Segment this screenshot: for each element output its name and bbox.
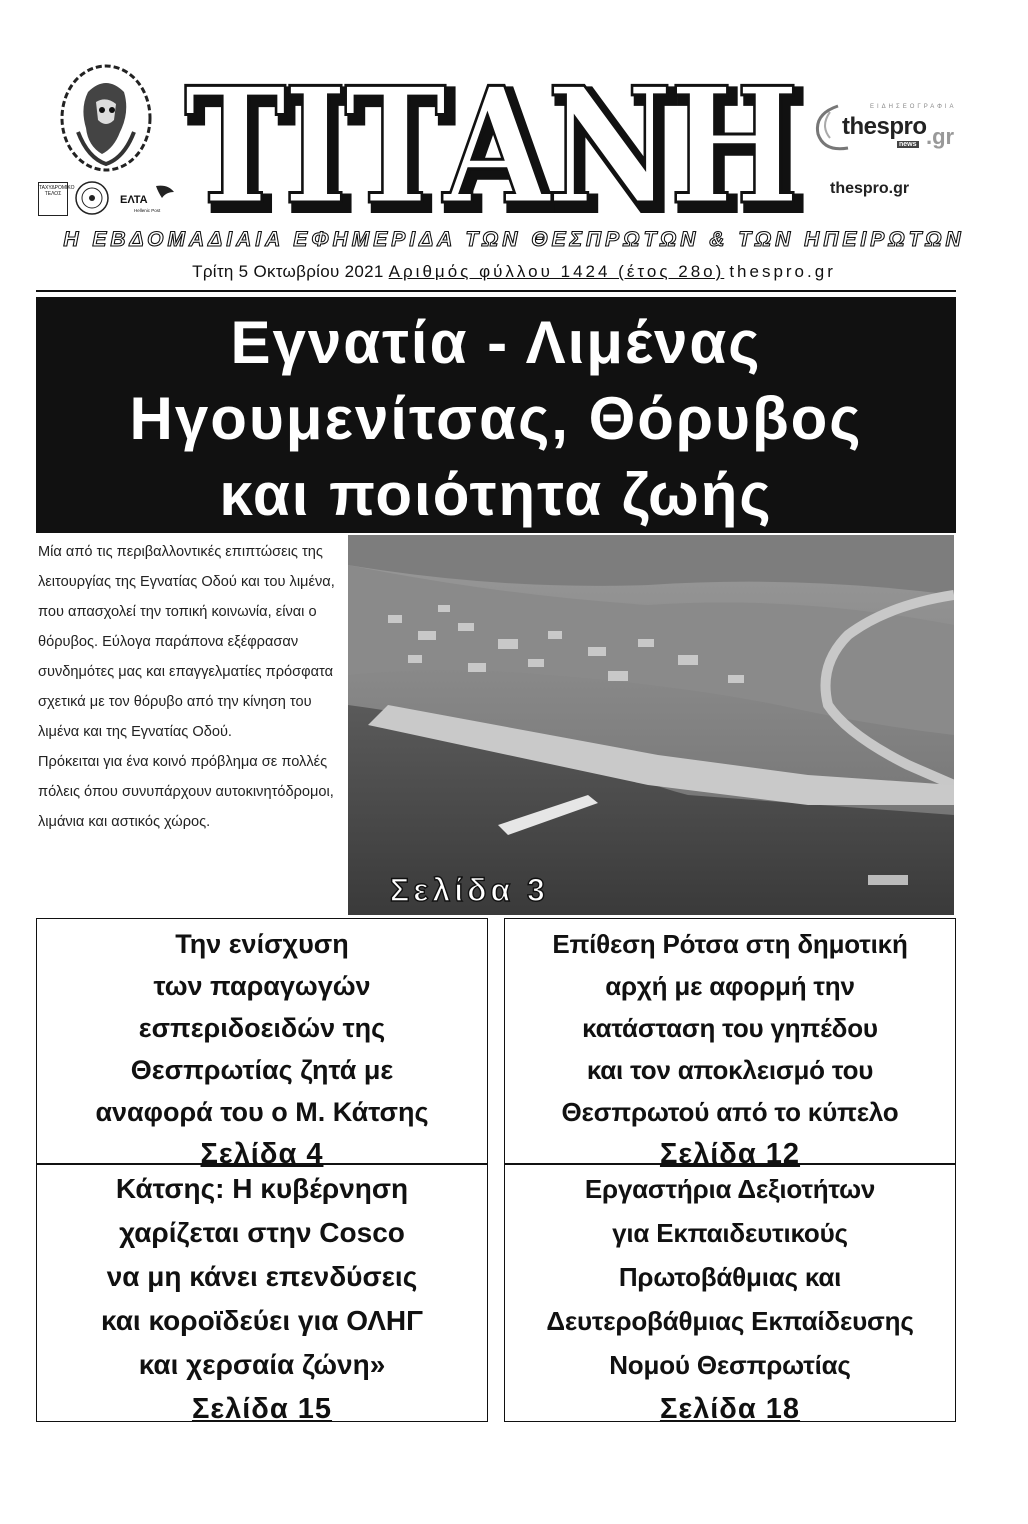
issue-date: Τρίτη 5 Οκτωβρίου 2021: [192, 262, 384, 281]
teaser-line: Δευτεροβάθμιας Εκπαίδευσης: [546, 1306, 914, 1336]
lead-headline[interactable]: [36, 305, 956, 533]
teaser-line: Θεσπρωτίας ζητά με: [130, 1055, 394, 1085]
lead-body: [38, 537, 344, 837]
dateline: [0, 262, 1028, 282]
elta-sub: Hellenic Post: [134, 208, 161, 213]
teaser-line: και χερσαία ζώνη»: [138, 1349, 386, 1380]
newspaper-title: [176, 62, 804, 220]
newspaper-emblem-logo: [58, 62, 154, 174]
teaser-line: κατάσταση του γηπέδου: [582, 1013, 878, 1043]
partner-site-link[interactable]: thespro.gr: [830, 180, 910, 197]
lead-headline-box: [36, 297, 956, 533]
headline-line: και ποιότητα ζωής: [219, 461, 773, 528]
teaser-line: Κάτσης: Η κυβέρνηση: [115, 1173, 409, 1204]
lead-paragraph: Πρόκειται για ένα κοινό πρόβλημα σε πολλές πόλεις όπου συνυπάρχουν αυτοκινητόδρομοι, λιμάνια και αστικός χώρος.: [38, 754, 334, 830]
teaser-line: αρχή με αφορμή την: [605, 971, 855, 1001]
teaser-line: Πρωτοβάθμιας και: [618, 1262, 842, 1292]
headline-line: Ηγουμενίτσας, Θόρυβος: [129, 385, 863, 452]
headline-line: Εγνατία - Λιμένας: [230, 309, 762, 376]
teaser-skills-workshops[interactable]: [504, 1164, 956, 1425]
teaser-line: χαρίζεται στην Cosco: [119, 1217, 405, 1248]
site-url[interactable]: thespro.gr: [729, 262, 836, 281]
teaser-line: και τον αποκλεισμό του: [586, 1055, 874, 1085]
teaser-page-ref[interactable]: Σελίδα 4: [200, 1138, 324, 1170]
teaser-line: Την ενίσχυση: [175, 929, 349, 959]
thespro-logo-news: news: [899, 141, 917, 148]
teaser-line: Νομού Θεσπρωτίας: [609, 1350, 851, 1380]
tagline: Η ΕΒΔΟΜΑΔΙΑΙΑ ΕΦΗΜΕΡΙΔΑ ΤΩΝ ΘΕΣΠΡΩΤΩΝ & ΤΩΝ ΗΠΕΙΡΩΤΩΝ: [63, 228, 965, 251]
thespro-logo-word: thespro: [842, 113, 927, 140]
elta-label: ΕΛΤΑ: [120, 194, 148, 206]
teaser-line: των παραγωγών: [153, 971, 371, 1001]
teaser-page-ref[interactable]: Σελίδα 18: [659, 1393, 801, 1425]
postal-stamps: [38, 180, 178, 220]
teaser-line: για Εκπαιδευτικούς: [612, 1218, 848, 1248]
masthead-rule: [36, 290, 956, 292]
teaser-citrus-producers[interactable]: [36, 918, 488, 1170]
teaser-line: και κοροϊδεύει για ΟΛΗΓ: [101, 1305, 423, 1336]
teaser-page-ref[interactable]: Σελίδα 12: [659, 1138, 801, 1170]
teaser-cosco[interactable]: [36, 1164, 488, 1425]
teaser-page-ref[interactable]: Σελίδα 15: [191, 1393, 333, 1425]
svg-text:ΤΙΤΑΝΗ: ΤΙΤΑΝΗ: [190, 62, 802, 220]
teaser-line: Επίθεση Ρότσα στη δημοτική: [552, 929, 908, 959]
title-text: ΤΙΤΑΝΗ: [184, 62, 796, 220]
thespro-logo-domain: .gr: [926, 124, 955, 149]
teaser-rotsas-attack[interactable]: [504, 918, 956, 1170]
teaser-line: αναφορά του ο Μ. Κάτσης: [95, 1097, 429, 1127]
teaser-line: να μη κάνει επενδύσεις: [106, 1261, 418, 1292]
seal-icon: [74, 180, 110, 216]
port-aerial-photo: [348, 535, 954, 915]
teaser-line: Θεσπρωτού από το κύπελο: [561, 1097, 899, 1127]
thespro-logo-tagline: ΕΙΔΗΣΕΟΓΡΑΦΙΑ: [870, 104, 957, 110]
teaser-line: Εργαστήρια Δεξιοτήτων: [584, 1174, 876, 1204]
lead-page-ref[interactable]: Σελίδα 3: [390, 872, 549, 908]
lead-paragraph: Μία από τις περιβαλλοντικές επιπτώσεις της λειτουργίας της Εγνατίας Οδού και του λιμένα, που απασχολεί την τοπική κοινωνία, είναι ο θόρυβος. Εύλογα παράπονα εξέφρασαν συνδημότες μας και επαγγελματίες πρόσφατα σχετικά με τον θόρυβο από την κίνηση του λιμένα και της Εγνατίας Οδού.: [38, 544, 335, 740]
teaser-line: εσπεριδοειδών της: [138, 1013, 386, 1043]
issue-number: Αριθμός φύλλου 1424 (έτος 28ο): [388, 262, 725, 281]
postage-paid-stamp: ΤΑΧΥΔΡΟΜΙΚΟ ΤΕΛΟΣ: [38, 182, 68, 216]
